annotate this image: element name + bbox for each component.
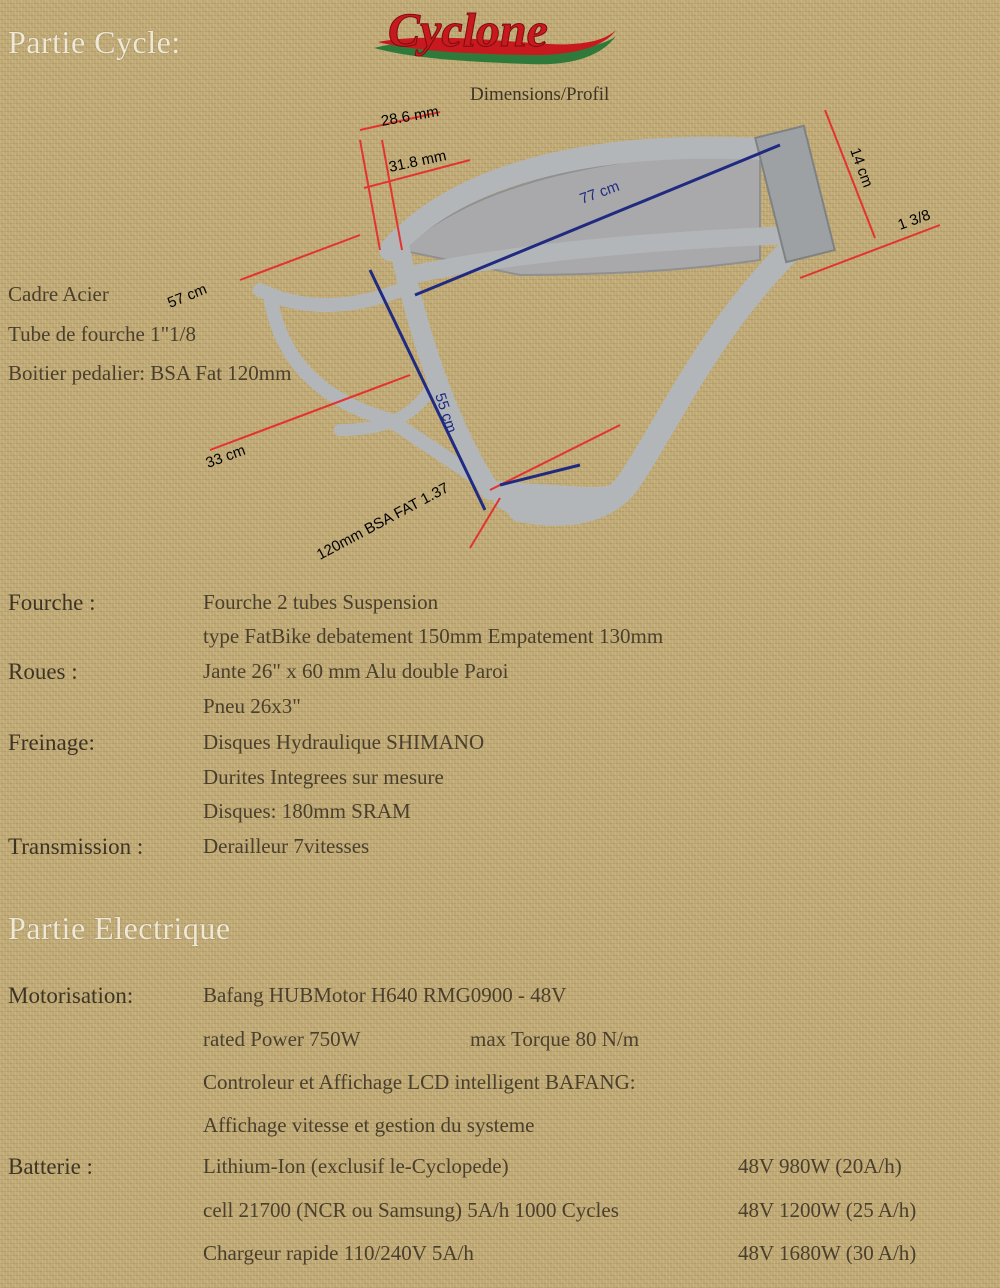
dim-head-tube-diameter: 1 3/8 <box>895 206 933 234</box>
cyclone-logo <box>368 2 620 82</box>
motor-line-1: Bafang HUBMotor H640 RMG0900 - 48V <box>203 983 567 1007</box>
dim-seat-tube: 55 cm <box>431 390 460 436</box>
frame-spec-material: Cadre Acier <box>8 282 109 306</box>
frame-spec-headtube: Tube de fourche 1"1/8 <box>8 322 197 346</box>
battery-row-1-left: Lithium-Ion (exclusif le-Cyclopede) <box>203 1154 509 1178</box>
label-freinage: Freinage: <box>8 730 95 755</box>
freinage-line-1: Disques Hydraulique SHIMANO <box>203 730 485 754</box>
battery-row-3-left: Chargeur rapide 110/240V 5A/h <box>203 1241 474 1265</box>
roues-line-2: Pneu 26x3" <box>203 694 301 718</box>
battery-row-2-left: cell 21700 (NCR ou Samsung) 5A/h 1000 Cycles <box>203 1198 619 1222</box>
battery-row-3-right: 48V 1680W (30 A/h) <box>738 1241 917 1265</box>
label-fourche: Fourche : <box>8 590 96 615</box>
dim-head-tube: 14 cm <box>846 145 877 190</box>
fourche-line-1: Fourche 2 tubes Suspension <box>203 590 439 614</box>
motor-rated-power: rated Power 750W <box>203 1027 361 1051</box>
fourche-line-2: type FatBike debatement 150mm Empatement 130mm <box>203 624 664 648</box>
frame-diagram <box>150 100 970 570</box>
roues-line-1: Jante 26" x 60 mm Alu double Paroi <box>203 659 509 683</box>
motor-max-torque: max Torque 80 N/m <box>470 1027 640 1051</box>
label-motorisation: Motorisation: <box>8 983 134 1008</box>
motor-line-4: Affichage vitesse et gestion du systeme <box>203 1113 535 1137</box>
dim-bottom-bracket: 120mm BSA FAT 1.37 <box>313 479 452 564</box>
transmission-line-1: Derailleur 7vitesses <box>203 834 370 858</box>
battery-row-1-right: 48V 980W (20A/h) <box>738 1154 902 1178</box>
section-title-cycle: Partie Cycle: <box>8 24 181 60</box>
label-roues: Roues : <box>8 659 78 684</box>
section-title-electric: Partie Electrique <box>8 910 231 946</box>
dim-left-frame: 57 cm <box>165 280 210 312</box>
freinage-line-2: Durites Integrees sur mesure <box>203 765 444 789</box>
dim-diagonal: 77 cm <box>577 177 622 208</box>
motor-line-3: Controleur et Affichage LCD intelligent BAFANG: <box>203 1070 636 1094</box>
label-transmission: Transmission : <box>8 834 144 859</box>
subtitle-dimensions: Dimensions/Profil <box>470 84 610 105</box>
dim-top-tube-2: 31.8 mm <box>387 147 448 176</box>
label-batterie: Batterie : <box>8 1154 93 1179</box>
battery-row-2-right: 48V 1200W (25 A/h) <box>738 1198 917 1222</box>
freinage-line-3: Disques: 180mm SRAM <box>203 799 411 823</box>
dim-top-tube-1: 28.6 mm <box>379 103 441 130</box>
svg-text:Cyclone: Cyclone <box>388 4 548 57</box>
dim-rear-lower: 33 cm <box>203 441 248 472</box>
frame-spec-bottom-bracket: Boitier pedalier: BSA Fat 120mm <box>8 361 292 385</box>
